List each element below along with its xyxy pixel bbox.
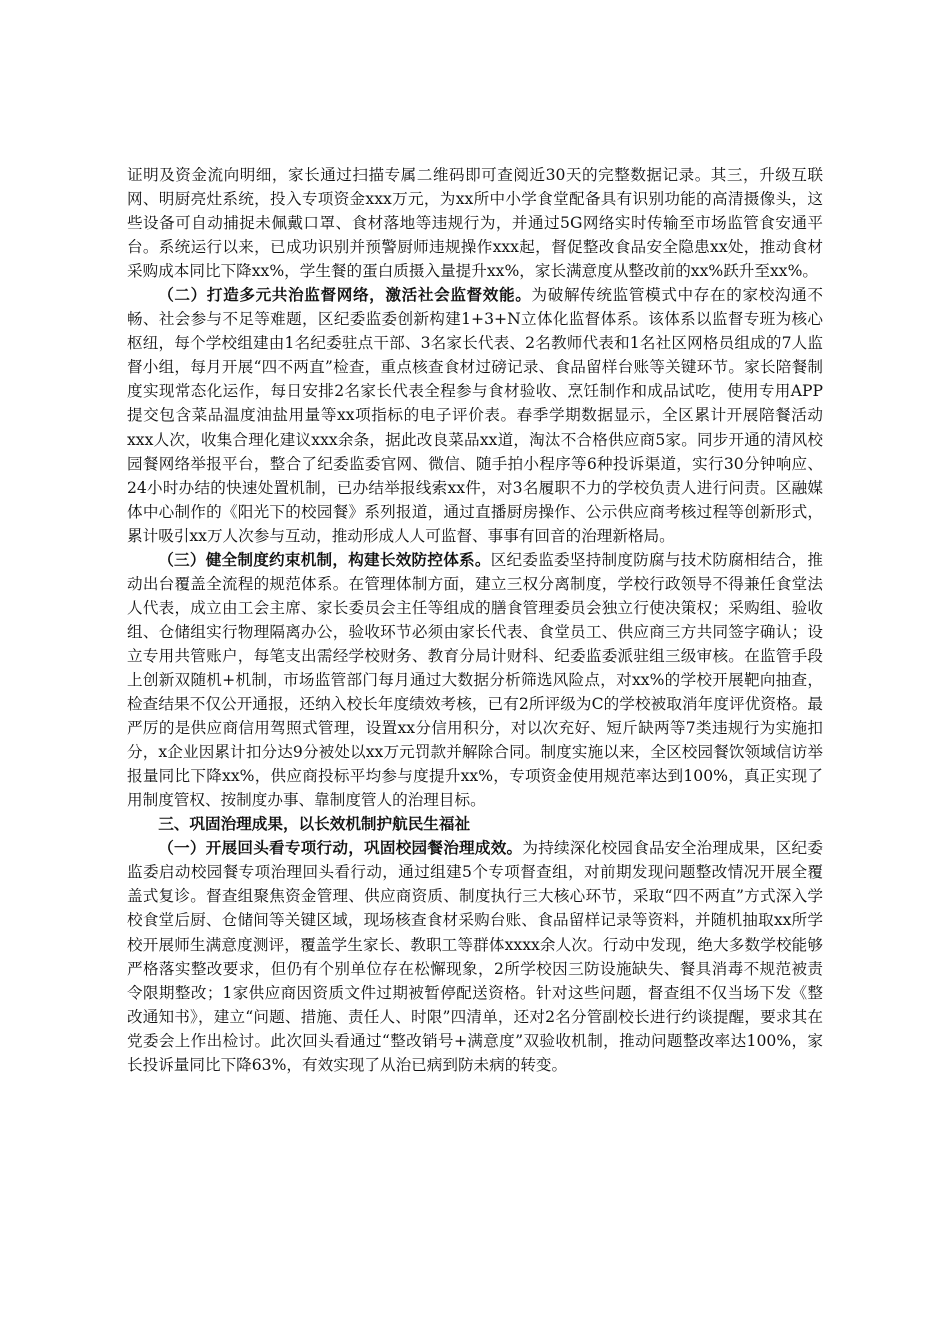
paragraph-lead: （二）打造多元共治监督网络，激活社会监督效能。 [158, 285, 532, 305]
document-page [127, 163, 823, 1077]
paragraph-continuation [127, 163, 823, 283]
paragraph-section-3-1 [127, 836, 823, 1076]
paragraph-text: 为破解传统监管模式中存在的家校沟通不畅、社会参与不足等难题，区纪委监委创新构建1+3+N立体化监督体系。该体系以监督专班为核心枢纽，每个学校组建由1名纪委驻点干部、3名家长代表、2名教师代表和1名社区网格员组成的7人监督小组，每月开展“四不两直”检查，重点核查食材过磅记录、食品留样台账等关键环节。家长陪餐制度实现常态化运作，每日安排2名家长代表全程参与食材验收、烹饪制作和成品试吃，使用专用APP提交包含菜品温度油盐用量等xx项指标的电子评价表。春季学期数据显示，全区累计开展陪餐活动xxx人次，收集合理化建议xxx余条，据此改良菜品xx道，淘汰不合格供应商5家。同步开通的清风校园餐网络举报平台，整合了纪委监委官网、微信、随手拍小程序等6种投诉渠道，实行30分钟响应、24小时办结的快速处置机制，已办结举报线索xx件，对3名履职不力的学校负责人进行问责。区融媒体中心制作的《阳光下的校园餐》系列报道，通过直播厨房操作、公示供应商考核过程等创新形式，累计吸引xx万人次参与互动，推动形成人人可监督、事事有回音的治理新格局。 [127, 286, 823, 545]
section-heading: 三、巩固治理成果，以长效机制护航民生福祉 [158, 814, 471, 834]
paragraph-text: 为持续深化校园食品安全治理成果，区纪委监委启动校园餐专项治理回头看行动，通过组建5个专项督查组，对前期发现问题整改情况开展全覆盖式复诊。督查组聚焦资金管理、供应商资质、制度执行三大核心环节，采取“四不两直”方式深入学校食堂后厨、仓储间等关键区域，现场核查食材采购台账、食品留样记录等资料，并随机抽取xx所学校开展师生满意度测评，覆盖学生家长、教职工等群体xxxx余人次。行动中发现，绝大多数学校能够严格落实整改要求，但仍有个别单位存在松懈现象，2所学校因三防设施缺失、餐具消毒不规范被责令限期整改；1家供应商因资质文件过期被暂停配送资格。针对这些问题，督查组不仅当场下发《整改通知书》，建立“问题、措施、责任人、时限”四清单，还对2名分管副校长进行约谈提醒，要求其在党委会上作出检讨。此次回头看通过“整改销号+满意度”双验收机制，推动问题整改率达100%，家长投诉量同比下降63%，有效实现了从治已病到防未病的转变。 [127, 839, 823, 1074]
paragraph-lead: （一）开展回头看专项行动，巩固校园餐治理成效。 [158, 838, 523, 858]
paragraph-text: 证明及资金流向明细，家长通过扫描专属二维码即可查阅近30天的完整数据记录。其三，升级互联网、明厨亮灶系统，投入专项资金xxx万元，为xx所中小学食堂配备具有识别功能的高清摄像头，这些设备可自动捕捉未佩戴口罩、食材落地等违规行为，并通过5G网络实时传输至市场监管食安通平台。系统运行以来，已成功识别并预警厨师违规操作xxx起，督促整改食品安全隐患xx处，推动食材采购成本同比下降xx%，学生餐的蛋白质摄入量提升xx%，家长满意度从整改前的xx%跃升至xx%。 [127, 166, 823, 281]
paragraph-section-2-3 [127, 548, 823, 813]
paragraph-lead: （三）健全制度约束机制，构建长效防控体系。 [158, 549, 491, 569]
paragraph-section-2-2 [127, 283, 823, 548]
paragraph-text: 区纪委监委坚持制度防腐与技术防腐相结合，推动出台覆盖全流程的规范体系。在管理体制方面，建立三权分离制度，学校行政领导不得兼任食堂法人代表，成立由工会主席、家长委员会主任等组成的膳食管理委员会独立行使决策权；采购组、验收组、仓储组实行物理隔离办公，验收环节必须由家长代表、食堂员工、供应商三方共同签字确认；设立专用共管账户，每笔支出需经学校财务、教育分局计财科、纪委监委派驻组三级审核。在监管手段上创新双随机+机制，市场监管部门每月通过大数据分析筛选风险点，对xx%的学校开展靶向抽查，检查结果不仅公开通报，还纳入校长年度绩效考核，已有2所评级为C的学校被取消年度评优资格。最严厉的是供应商信用驾照式管理，设置xx分信用积分，对以次充好、短斤缺两等7类违规行为实施扣分，x企业因累计扣分达9分被处以xx万元罚款并解除合同。制度实施以来，全区校园餐饮领域信访举报量同比下降xx%，供应商投标平均参与度提升xx%，专项资金使用规范率达到100%，真正实现了用制度管权、按制度办事、靠制度管人的治理目标。 [127, 550, 823, 810]
